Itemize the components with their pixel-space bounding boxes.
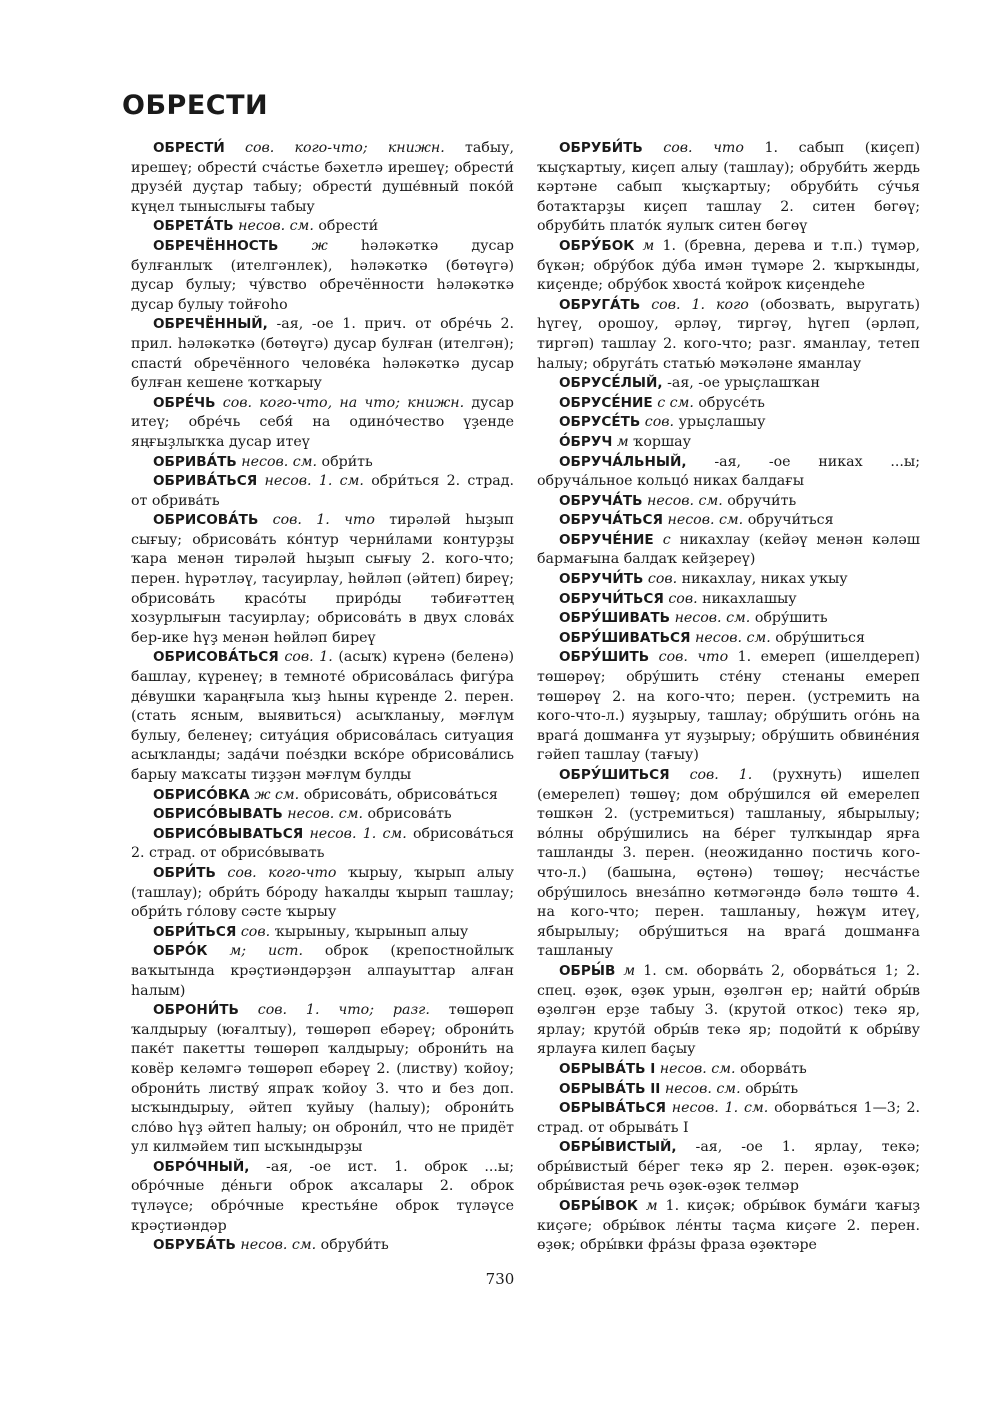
entry-grammar: сов.: [240, 923, 271, 940]
entry-headword: ОБРО́К: [153, 943, 208, 960]
entry-headword: ОБРУСЕ́ЛЫЙ,: [559, 375, 663, 392]
entry-definition: ҡырыу, ҡырып алыу (ташлау); обри́ть бо́роду һаҡалды ҡырып ташлау; обри́ть го́лову сәсте ҡырыу: [131, 864, 514, 921]
entry-headword: ОБРУГА́ТЬ: [559, 296, 641, 313]
dictionary-entry: [537, 766, 920, 962]
dictionary-entry: [537, 590, 920, 610]
dictionary-entry: [537, 453, 920, 492]
dictionary-entry: [131, 237, 514, 315]
entry-definition: оборва́ться 1—3; 2. страд. от обрыва́ть I: [537, 1100, 920, 1136]
dictionary-entry: [537, 492, 920, 512]
entry-definition: -ая, -ое урыҫлашҡан: [667, 375, 820, 392]
entry-definition: тирәләй һыҙып сығыу; обрисова́ть ко́нтур черни́лами контурҙы ҡара менән тирәләй һыҙып сығыу 2. кого-что; перен. һүрәтләү, тасуирлау, һөйләп (әйтеп) биреү; обрисова́ть красо́ты приро́ды тәбиғәттең хозурлығын тасуирлау; обрисова́ть в двух слова́х бер-ике һүҙ менән һөйләп биреү: [131, 512, 514, 646]
entry-headword: ОБРЕ́ЧЬ: [153, 394, 216, 411]
entry-headword: ОБРО́ЧНЫЙ,: [153, 1158, 250, 1175]
entry-grammar: сов. 1. что; разг.: [257, 1002, 430, 1019]
page-number: 730: [485, 1270, 515, 1288]
dictionary-entry: [131, 472, 514, 511]
dictionary-entry: [131, 942, 514, 1001]
dictionary-entry: [131, 1236, 514, 1256]
entry-definition: никахлашыу: [702, 590, 797, 607]
entry-definition: обрисова́ть, обрисова́ться: [303, 786, 498, 803]
dictionary-entry: [131, 453, 514, 473]
entry-grammar: сов. кого-что; книжн.: [245, 140, 445, 156]
entry-grammar: сов. 1.: [689, 767, 753, 783]
entry-grammar: несов. см.: [241, 453, 318, 470]
dictionary-entry: [537, 648, 920, 766]
entry-definition: дусар итеү; обре́чь себя́ на одино́чество үҙенде яңғыҙлыҡҡа дусар итеү: [131, 394, 514, 450]
dictionary-entry: [537, 511, 920, 531]
entry-headword: ОБРЫВА́ТЬ I: [559, 1060, 656, 1077]
entry-grammar: сов. что: [658, 649, 729, 666]
dictionary-entry: [537, 139, 920, 237]
dictionary-entry: [537, 629, 920, 649]
dictionary-entry: [537, 374, 920, 394]
dictionary-entry: [537, 296, 920, 374]
entry-definition: обри́ться 2. страд. от обрива́ть: [131, 473, 515, 509]
entry-headword: ОБРИВА́ТЬСЯ: [153, 473, 258, 490]
entry-grammar: несов. 1. см.: [309, 825, 407, 842]
entry-headword: ОБРУЧИ́ТЬСЯ: [559, 590, 664, 607]
entry-headword: ОБРИСО́ВЫВАТЬ: [153, 806, 283, 823]
entry-grammar: сов. кого-что: [227, 864, 337, 881]
entry-headword: ОБРИСОВА́ТЬ: [153, 512, 259, 529]
dictionary-entry: [537, 531, 920, 570]
entry-headword: ОБРИВА́ТЬ: [153, 453, 237, 470]
entry-headword: ОБРУ́ШИВАТЬСЯ: [559, 629, 691, 646]
entry-headword: ОБРЫ́ВОК: [559, 1198, 638, 1215]
entry-definition: обри́ть: [321, 453, 373, 470]
dictionary-entry: [131, 139, 514, 217]
entry-definition: төшөрөп ҡалдырыу (юғалтыу), төшөрөп ебәреү; оброни́ть паке́т пакетты төшөрөп ҡалдырыу; оброни́ть на ковёр келәмгә төшөрөп ебәреү 2. (листву) ҡойоу; оброни́ть листву́ япраҡ ҡойоу 3. что и без доп. ысҡындырыу, әйтеп ҡуйыу (һалыу); оброни́ть сло́во һүҙ әйтеп һалыу; он оброни́л, что не придёт ул килмәйем тип ысҡындырҙы: [131, 1002, 514, 1156]
entry-grammar: м: [645, 1198, 658, 1215]
entry-grammar: несов. см.: [695, 629, 771, 646]
entry-grammar: несов. см.: [674, 610, 751, 627]
dictionary-entry: [537, 1138, 920, 1197]
entry-grammar: сов. кого-что, на что; книжн.: [222, 394, 465, 411]
dictionary-entry: [131, 511, 514, 648]
entry-grammar: несов. см.: [659, 1060, 736, 1077]
entry-headword: ОБРУЧА́ТЬ: [559, 492, 643, 509]
entry-grammar: сов.: [647, 571, 678, 588]
entry-definition: ҡырыныу, ҡырынып алыу: [274, 923, 469, 940]
entry-headword: ОБРИСОВА́ТЬСЯ: [153, 649, 279, 666]
dictionary-entry: [537, 1080, 920, 1100]
entry-definition: 1. емереп (ишелдереп) төшөрөү; обру́шить сте́ну стенаны емереп төшөрөү 2. на кого-что; перен. (устремить на кого-что-л.) яуҙырыу, ташлау; обру́шить ого́нь на врага́ дошманға ут яуҙырыу; обру́шить обвине́ния гәйеп ташлау (тағыу): [537, 649, 920, 764]
dictionary-entry: [537, 394, 920, 414]
entry-definition: никахлау, никах уҡыу: [681, 571, 848, 588]
entry-headword: ОБРИСО́ВКА: [153, 786, 250, 803]
entry-headword: ОБРУЧА́ЛЬНЫЙ,: [559, 453, 687, 470]
entry-definition: обрести́: [318, 218, 379, 235]
entry-definition: 1. (бревна, дерева и т.п.) түмәр, бүкән; обру́бок ду́ба имән түмәре 2. ҡырҡынды, киҫенде; обру́бок хвоста́ ҡойроҡ киҫендеһе: [537, 237, 920, 294]
entry-headword: ОБРЕЧЁННЫЙ,: [153, 316, 268, 333]
entry-grammar: с см.: [657, 394, 694, 411]
dictionary-entry: [537, 570, 920, 590]
entry-definition: -ая, -ое никах ...ы; обруча́льное кольцо́ никах балдағы: [537, 453, 920, 490]
entry-grammar: несов. см.: [238, 218, 314, 235]
entry-definition: урыҫлашыу: [678, 414, 766, 431]
entry-grammar: м; ист.: [229, 943, 303, 960]
entry-definition: обрисова́ть: [367, 806, 452, 823]
entry-headword: ОБРИСО́ВЫВАТЬСЯ: [153, 825, 304, 842]
page-title: ОБРЕСТИ: [122, 90, 269, 121]
entry-definition: обрисова́ться 2. страд. от обрисо́вывать: [131, 825, 514, 862]
entry-headword: ОБРУ́ШИТЬ: [559, 649, 650, 666]
entry-grammar: несов. 1. см.: [264, 473, 364, 490]
entry-definition: 1. киҫәк; обры́вок бума́ги ҡағыҙ киҫәге; обры́вок ле́нты таҫма киҫәге 2. перен. өҙөк; обры́вки фра́зы фраза өҙөктәре: [537, 1198, 920, 1254]
dictionary-entry: [131, 864, 514, 923]
entry-grammar: сов. 1. что: [272, 512, 375, 529]
entry-definition: (рухнуть) ишелеп (емерелеп) төшөү; дом обру́шился өй емерелеп төшкән 2. (устремиться) ташланыу, ябырылыу; во́лны обру́шились на бе́рег тулҡындар ярға ташланды 3. перен. (неожиданно постичь кого-что-л.) (башына, өҫтөнә) төшөү; несча́стье обру́шилось внеза́пно көтмәгәндә бәлә төштө 4. на кого-что; перен. ташланыу, һөжүм итеү, ябырылыу; обру́шиться на врага́ дошманға ташланыу: [537, 767, 920, 960]
dictionary-entry: [131, 1158, 514, 1236]
dictionary-entry: [131, 1001, 514, 1158]
entry-grammar: м: [642, 237, 655, 254]
entry-headword: ОБРУЧА́ТЬСЯ: [559, 512, 663, 529]
dictionary-entry: [537, 1197, 920, 1256]
dictionary-entry: [131, 315, 514, 393]
dictionary-entry: [537, 962, 920, 1060]
entry-grammar: сов. 1. кого: [651, 296, 749, 313]
entry-grammar: м: [616, 433, 629, 450]
entry-grammar: м: [623, 962, 636, 979]
entry-grammar: несов. см.: [287, 806, 364, 823]
entry-definition: обру́шить: [754, 610, 828, 627]
entry-headword: ОБРИ́ТЬСЯ: [153, 923, 237, 940]
entry-definition: (асыҡ) күренә (беленә) башлау, күренеү; в темноте́ обрисова́лась фигу́ра де́вушки ҡараңғыла ҡыҙ һыны күренде 2. перен. (стать ясным, выявиться) асыҡланыу, мәғлүм булыу, беленеү; ситуа́ция обрисова́лась ситуация асыҡланды; зада́чи пое́здки вско́ре обрисова́лись барыу маҡсаты тиҙҙән мәғлүм булды: [131, 649, 514, 783]
entry-headword: ОБРУБИ́ТЬ: [559, 140, 643, 156]
entry-grammar: несов. см.: [240, 1237, 317, 1254]
dictionary-entry: [537, 1060, 920, 1080]
entry-definition: һәләкәткә дусар булғанлыҡ (ителгәнлек), һәләкәткә (бөтөүгә) дусар булыу; чу́вство обречённости һәләкәткә дусар булыу тойғоһо: [131, 237, 514, 313]
entry-definition: (обозвать, выругать) һүгеү, орошоу, әрләү, тиргәү, һүгеп (әрләп, тиргәп) ташлау 2. кого-что; разг. яманлау, тетеп һалыу; обруга́ть статью́ мәҡәләне яманлау: [537, 296, 920, 372]
entry-headword: ОБРУЧИ́ТЬ: [559, 571, 644, 588]
dictionary-entry: [537, 609, 920, 629]
entry-headword: ОБРЕТА́ТЬ: [153, 218, 234, 235]
entry-grammar: несов. см.: [647, 492, 723, 509]
entry-definition: обрусе́ть: [698, 394, 765, 411]
dictionary-entry: [537, 237, 920, 296]
dictionary-entry: [537, 413, 920, 433]
dictionary-entry: [131, 805, 514, 825]
entry-definition: 1. сабып (киҫеп) ҡыҫҡартыу, киҫеп алыу (ташлау); обруби́ть жердь кәртәне сабып ҡыҫҡартыу; обруби́ть су́чья ботаҡтарҙы киҫеп ташлау 2. ситен бөгөү; обруби́ть плато́к яулыҡ ситен бөгөү: [537, 140, 921, 235]
entry-headword: ОБРУ́ШИТЬСЯ: [559, 767, 670, 783]
entry-definition: обру́шиться: [775, 629, 865, 646]
entry-definition: обруби́ть: [320, 1237, 389, 1254]
entry-headword: ОБРОНИ́ТЬ: [153, 1002, 239, 1019]
entry-definition: обручи́ться: [747, 512, 834, 529]
dictionary-entry: [131, 217, 514, 237]
entry-headword: ОБРУ́ШИВАТЬ: [559, 610, 671, 627]
dictionary-entry: [131, 923, 514, 943]
entry-headword: ОБРЫ́ВИСТЫЙ,: [559, 1139, 677, 1156]
entry-headword: ОБРЫВА́ТЬСЯ: [559, 1100, 666, 1117]
entry-definition: табыу, ирешеү; обрести́ сча́стье бәхетлә ирешеү; обрести́ друзе́й дуҫтар табыу; обрести́ душе́вный поко́й күңел тыныслығы табыу: [131, 140, 514, 215]
entry-definition: -ая, -ое 1. ярлау, текә; обры́вистый бе́рег текә яр 2. перен. өҙөк-өҙөк; обры́вистая речь өҙөк-өҙөк телмәр: [537, 1139, 921, 1195]
entry-grammar: ж см.: [254, 786, 300, 803]
entry-definition: оброк (крепостнойлыҡ ваҡытында крәҫтиәндәрҙән алпауыттар алған һалым): [131, 943, 515, 999]
dictionary-entry: [131, 648, 514, 785]
entry-grammar: с: [662, 531, 671, 548]
entry-definition: оборва́ть: [740, 1060, 807, 1077]
entry-headword: О́БРУЧ: [559, 433, 613, 450]
entry-headword: ОБРУСЕ́НИЕ: [559, 394, 653, 411]
entry-headword: ОБРЫВА́ТЬ II: [559, 1080, 661, 1097]
dictionary-entry: [537, 1099, 920, 1138]
entry-headword: ОБРУБА́ТЬ: [153, 1237, 236, 1254]
dictionary-entry: [131, 825, 514, 864]
entry-headword: ОБРЕЧЁННОСТЬ: [153, 237, 279, 254]
entry-grammar: несов. см.: [667, 512, 744, 529]
entry-headword: ОБРУСЕ́ТЬ: [559, 414, 641, 431]
left-column: [131, 139, 514, 1256]
entry-grammar: сов. что: [663, 140, 744, 156]
entry-headword: ОБРЫ́В: [559, 962, 616, 979]
entry-grammar: ж: [311, 237, 328, 254]
dictionary-entry: [131, 786, 514, 806]
entry-definition: обручи́ть: [727, 492, 797, 509]
entry-definition: -ая, -ое ист. 1. оброк ...ы; обро́чные де́ньги оброк аҡсалары 2. оброк түләүсе; обро́чные крестья́не оброк түләүсе крәҫтиәндәр: [131, 1158, 514, 1234]
right-column: [537, 139, 920, 1256]
entry-grammar: сов.: [668, 590, 698, 607]
dictionary-entry: [131, 394, 514, 453]
entry-grammar: несов. см.: [664, 1080, 741, 1097]
entry-definition: обры́ть: [745, 1080, 799, 1097]
entry-headword: ОБРЕСТИ́: [153, 140, 225, 156]
entry-headword: ОБРУ́БОК: [559, 237, 635, 254]
entry-definition: ҡоршау: [633, 433, 691, 450]
entry-headword: ОБРИ́ТЬ: [153, 864, 216, 881]
entry-grammar: несов. 1. см.: [671, 1100, 769, 1117]
entry-grammar: сов.: [644, 414, 675, 431]
entry-definition: 1. см. оборва́ть 2, оборва́ться 1; 2. спец. өҙөк, өҙөк урын, өҙөлгән ер; найти́ обры́в өҙөлгән ерҙе табыу 3. (крутой откос) текә яр, ярлау; круто́й обры́в текә яр; подойти́ к обры́ву ярлауға килеп баҫыу: [537, 962, 921, 1058]
entry-definition: никахлау (кейәү менән кәләш бармағына балдаҡ кейҙереү): [537, 531, 921, 568]
entry-grammar: сов. 1.: [284, 649, 333, 666]
entry-headword: ОБРУЧЕ́НИЕ: [559, 531, 654, 548]
dictionary-entry: [537, 433, 920, 453]
entry-definition: -ая, -ое 1. прич. от обре́чь 2. прил. һәләкәткә (бөтөүгә) дусар булған (ителгән); спасти́ обречённого челове́ка һәләкәткә дусар булған кешене ҡотҡарыу: [131, 316, 515, 392]
